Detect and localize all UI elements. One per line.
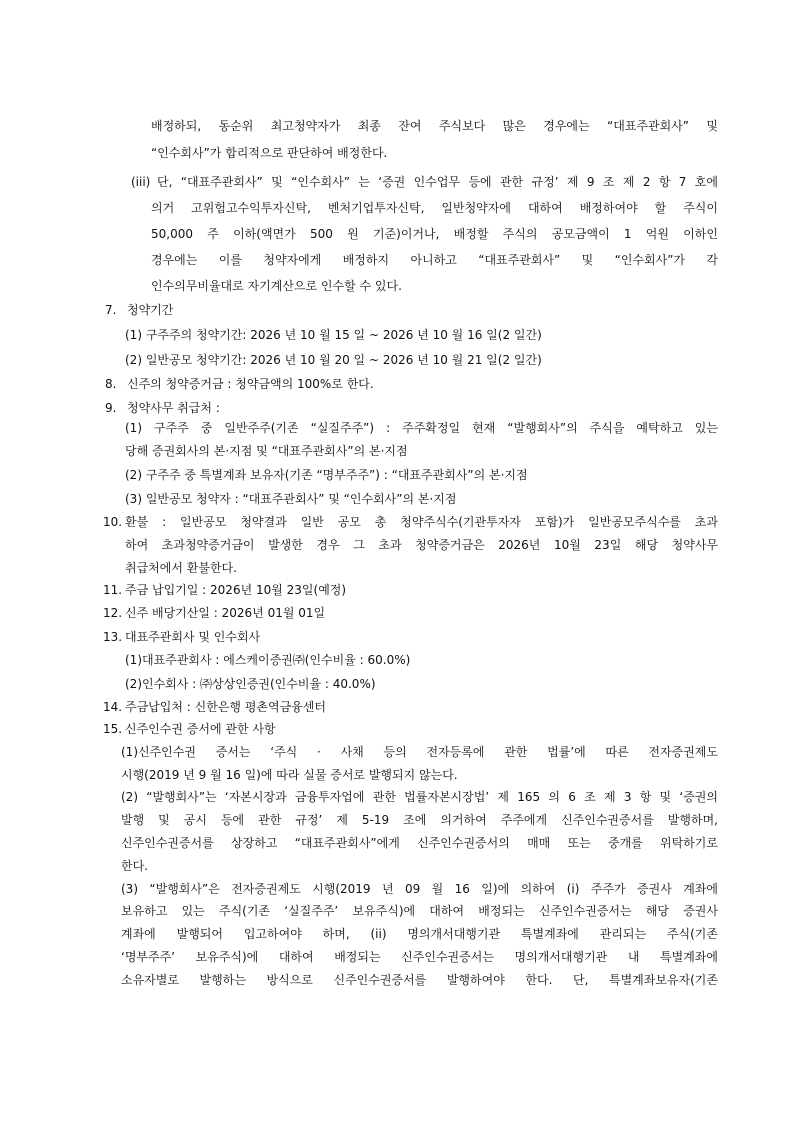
section-text: 신주의 청약증거금 : 청약금액의 100%로 한다. — [127, 377, 374, 391]
section-number: 10. — [103, 515, 123, 529]
list-item: (2)인수회사 : ㈜상상인증권(인수비율 : 40.0%) — [125, 677, 376, 691]
list-item: (1) 구주주의 청약기간: 2026 년 10 월 15 일 ~ 2026 년 10 월 16 일(2 일간) — [125, 328, 542, 342]
section-number: 11. — [103, 583, 123, 597]
paragraph-line: 시행(2019 년 9 월 16 일)에 따라 실물 증서로 발행되지 않는다. — [121, 768, 458, 782]
clause-line: 단, “대표주관회사” 및 “인수회사” 는 ‘증권 인수업무 등에 관한 규정’ 제 9 조 제 2 항 7 호에 — [157, 175, 718, 189]
paragraph-line: 보유하고 있는 주식(기존 ‘실질주주’ 보유주식)에 대하여 배정되는 신주인수권증서는 해당 증권사 — [121, 904, 718, 918]
intro-line: “인수회사”가 합리적으로 판단하여 배정한다. — [151, 146, 388, 160]
section-text: 취급처에서 환불한다. — [125, 561, 237, 575]
list-item: (2) 일반공모 청약기간: 2026 년 10 월 20 일 ~ 2026 년 10 월 21 일(2 일간) — [125, 353, 542, 367]
section-title: 신주인수권 증서에 관한 사항 — [125, 722, 276, 736]
section-title: 청약기간 — [127, 303, 174, 317]
list-item: 당해 증권회사의 본·지점 및 “대표주관회사”의 본·지점 — [125, 444, 408, 458]
list-item: (2) 구주주 중 특별계좌 보유자(기존 “명부주주”) : “대표주관회사”의 본·지점 — [125, 468, 528, 482]
section-number: 8. — [105, 377, 117, 391]
section-text: 하여 초과청약증거금이 발생한 경우 그 초과 청약증거금은 2026년 10월 23일 해당 청약사무 — [125, 538, 718, 552]
paragraph-line: 발행 및 공시 등에 관한 규정’ 제 5-19 조에 의거하여 주주에게 신주인수권증서를 발행하며, — [121, 813, 718, 827]
paragraph-line: ‘명부주주’ 보유주식)에 대하여 배정되는 신주인수권증서는 명의개서대행기관 내 특별계좌에 — [121, 950, 718, 964]
clause-line: 50,000 주 이하(액면가 500 원 기준)이거나, 배정할 주식의 공모금액이 1 억원 이하인 — [151, 227, 718, 241]
list-item: (1) 구주주 중 일반주주(기존 “실질주주”) : 주주확정일 현재 “발행회사”의 주식을 예탁하고 있는 — [125, 421, 718, 435]
section-text: 주금납입처 : 신한은행 평촌역금융센터 — [125, 700, 326, 714]
section-text: 신주 배당기산일 : 2026년 01월 01일 — [125, 606, 326, 620]
paragraph-line: 한다. — [121, 859, 148, 873]
paragraph-line: (2) “발행회사”는 ‘자본시장과 금융투자업에 관한 법률자본시장법’ 제 165 의 6 조 제 3 항 및 ‘증권의 — [121, 790, 718, 804]
paragraph-line: (1)신주인수권 증서는 ‘주식 · 사채 등의 전자등록에 관한 법률’에 따른 전자증권제도 — [121, 745, 718, 759]
section-number: 13. — [103, 630, 123, 644]
intro-line: 배정하되, 동순위 최고청약자가 최종 잔여 주식보다 많은 경우에는 “대표주관회사” 및 — [151, 119, 718, 133]
section-number: 9. — [105, 401, 117, 415]
section-number: 15. — [103, 722, 123, 736]
section-text: 환불 : 일반공모 청약결과 일반 공모 총 청약주식수(기관투자자 포함)가 일반공모주식수를 초과 — [125, 515, 718, 529]
section-text: 주금 납입기일 : 2026년 10월 23일(예정) — [125, 583, 347, 597]
paragraph-line: 신주인수권증서를 상장하고 “대표주관회사”에게 신주인수권증서의 매매 또는 중개를 위탁하기로 — [121, 836, 718, 850]
clause-label: (iii) — [131, 175, 151, 189]
clause-line: 인수의무비율대로 자기계산으로 인수할 수 있다. — [151, 279, 402, 293]
section-number: 14. — [103, 700, 123, 714]
section-title: 대표주관회사 및 인수회사 — [125, 630, 261, 644]
list-item: (3) 일반공모 청약자 : “대표주관회사” 및 “인수회사”의 본·지점 — [125, 492, 457, 506]
list-item: (1)대표주관회사 : 에스케이증권㈜(인수비율 : 60.0%) — [125, 653, 411, 667]
clause-line: 의거 고위험고수익투자신탁, 벤처기업투자신탁, 일반청약자에 대하여 배정하여야 할 주식이 — [151, 201, 718, 215]
paragraph-line: 계좌에 발행되어 입고하여야 하며, (ii) 명의개서대행기관 특별계좌에 관리되는 주식(기존 — [121, 927, 718, 941]
paragraph-line: (3) “발행회사”은 전자증권제도 시행(2019 년 09 월 16 일)에 의하여 (i) 주주가 증권사 계좌에 — [121, 882, 718, 896]
clause-line: 경우에는 이를 청약자에게 배정하지 아니하고 “대표주관회사” 및 “인수회사”가 각 — [151, 253, 718, 267]
section-title: 청약사무 취급처 : — [127, 401, 220, 415]
paragraph-line: 소유자별로 발행하는 방식으로 신주인수권증서를 발행하여야 한다. 단, 특별계좌보유자(기존 — [121, 973, 718, 987]
section-number: 7. — [105, 303, 117, 317]
section-number: 12. — [103, 606, 123, 620]
